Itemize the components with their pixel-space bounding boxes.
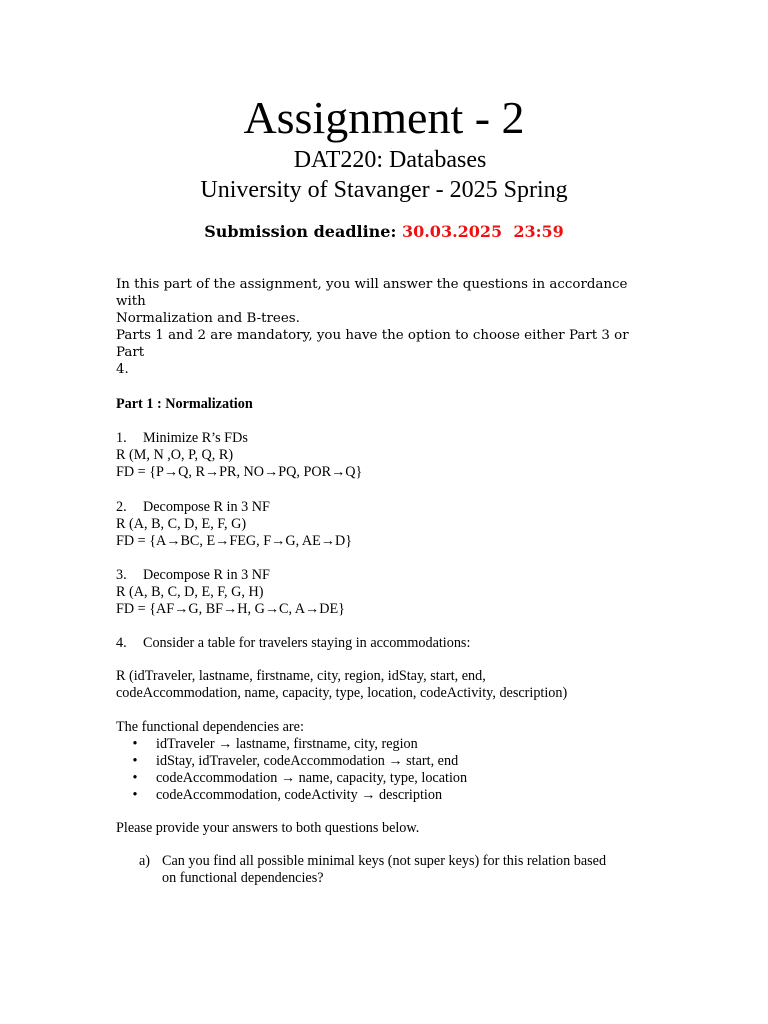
intro-line: In this part of the assignment, you will answer the questions in accordance with xyxy=(116,277,628,309)
part1-heading: Part 1 : Normalization xyxy=(116,396,253,412)
bullet-icon: • xyxy=(132,736,138,752)
answer-instruction: Please provide your answers to both questions below. xyxy=(116,820,420,836)
question-text: Decompose R in 3 NF xyxy=(143,567,270,583)
sub-question-label: a) xyxy=(139,853,151,869)
university-term: University of Stavanger - 2025 Spring xyxy=(200,177,568,203)
question-3-title xyxy=(116,567,676,584)
question-4-title xyxy=(116,635,676,652)
bullet-icon: • xyxy=(132,770,138,786)
page-title: Assignment - 2 xyxy=(243,92,525,143)
question-number: 3. xyxy=(116,567,127,583)
intro-line: 4. xyxy=(116,362,129,377)
relation-schema: R (A, B, C, D, E, F, G) xyxy=(116,516,247,532)
sub-question-line: on functional dependencies? xyxy=(162,870,324,886)
question-number: 2. xyxy=(116,499,127,515)
question-number: 4. xyxy=(116,635,127,651)
fd-item: idTraveler → lastname, firstname, city, region xyxy=(156,736,418,752)
list-item xyxy=(116,770,676,787)
question-2 xyxy=(116,499,676,550)
question-text: Minimize R’s FDs xyxy=(143,430,248,446)
deadline-date: 30.03.2025 23:59 xyxy=(401,222,564,241)
bullet-icon: • xyxy=(132,753,138,769)
deadline-label: Submission deadline: xyxy=(204,222,397,241)
question-1 xyxy=(116,430,676,481)
fd-item: codeAccommodation → name, capacity, type, location xyxy=(156,770,468,786)
relation-schema: R (A, B, C, D, E, F, G, H) xyxy=(116,584,264,600)
intro-line: Normalization and B-trees. xyxy=(116,311,300,326)
fd-item: codeAccommodation, codeActivity → description xyxy=(156,787,443,803)
intro-line: Parts 1 and 2 are mandatory, you have the option to choose either Part 3 or Part xyxy=(116,328,629,360)
sub-question-line: Can you find all possible minimal keys (not super keys) for this relation based xyxy=(162,853,607,869)
intro-paragraph-1 xyxy=(116,276,656,327)
fd-intro: The functional dependencies are: xyxy=(116,719,304,735)
list-item xyxy=(116,736,676,753)
question-2-title xyxy=(116,499,676,516)
relation-schema-line: R (idTraveler, lastname, firstname, city, region, idStay, start, end, xyxy=(116,668,486,684)
question-text: Decompose R in 3 NF xyxy=(143,499,270,515)
question-4-relation xyxy=(116,668,676,702)
bullet-icon: • xyxy=(132,787,138,803)
relation-schema-line: codeAccommodation, name, capacity, type, location, codeActivity, description) xyxy=(116,685,568,701)
relation-schema: R (M, N ,O, P, Q, R) xyxy=(116,447,234,463)
list-item xyxy=(116,753,676,770)
question-text: Consider a table for travelers staying in accommodations: xyxy=(143,635,471,651)
list-item xyxy=(116,787,676,804)
sub-question-a xyxy=(139,853,659,887)
question-1-title xyxy=(116,430,676,447)
question-3 xyxy=(116,567,676,618)
course-name: DAT220: Databases xyxy=(293,147,487,173)
question-number: 1. xyxy=(116,430,127,446)
fd-list xyxy=(116,736,676,804)
fd-set: FD = {AF→G, BF→H, G→C, A→DE} xyxy=(116,601,345,617)
submission-deadline xyxy=(0,220,768,244)
fd-set: FD = {A→BC, E→FEG, F→G, AE→D} xyxy=(116,533,353,549)
fd-item: idStay, idTraveler, codeAccommodation → start, end xyxy=(156,753,459,769)
fd-set: FD = {P→Q, R→PR, NO→PQ, POR→Q} xyxy=(116,464,363,480)
intro-paragraph-2 xyxy=(116,327,656,378)
